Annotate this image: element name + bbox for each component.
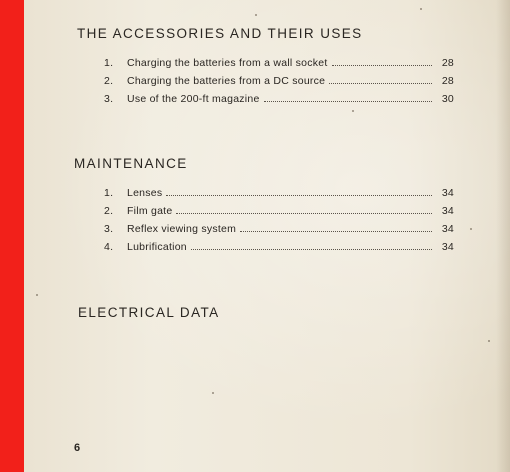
paper-speck bbox=[212, 392, 214, 394]
toc-entry[interactable] bbox=[104, 202, 454, 220]
entry-page-number: 34 bbox=[441, 187, 454, 199]
page-number: 6 bbox=[74, 442, 81, 454]
page-gutter-shadow bbox=[496, 0, 510, 472]
paper-speck bbox=[36, 294, 38, 296]
section-heading-electrical-data: ELECTRICAL DATA bbox=[78, 305, 220, 320]
entry-number: 3. bbox=[104, 93, 114, 105]
entry-number: 1. bbox=[104, 57, 114, 69]
entry-page-number: 34 bbox=[441, 223, 454, 235]
entry-title: Lenses bbox=[127, 187, 163, 199]
dot-leader bbox=[191, 248, 432, 250]
dot-leader bbox=[329, 82, 432, 84]
dot-leader bbox=[332, 64, 432, 66]
toc-entry[interactable] bbox=[104, 72, 454, 90]
entry-title: Charging the batteries from a DC source bbox=[127, 75, 326, 87]
dot-leader bbox=[166, 194, 432, 196]
entry-title: Use of the 200-ft magazine bbox=[127, 93, 260, 105]
entry-number: 1. bbox=[104, 187, 114, 199]
dot-leader bbox=[264, 100, 432, 102]
entry-number: 2. bbox=[104, 205, 114, 217]
paper-speck bbox=[470, 228, 472, 230]
dot-leader bbox=[176, 212, 432, 214]
toc-entry[interactable] bbox=[104, 238, 454, 256]
paper-speck bbox=[488, 340, 490, 342]
entry-title: Reflex viewing system bbox=[127, 223, 237, 235]
toc-entry[interactable] bbox=[104, 90, 454, 108]
paper-speck bbox=[352, 110, 354, 112]
entry-page-number: 34 bbox=[441, 205, 454, 217]
entry-number: 3. bbox=[104, 223, 114, 235]
paper-speck bbox=[420, 8, 422, 10]
section-heading-maintenance: MAINTENANCE bbox=[74, 156, 188, 171]
entry-page-number: 28 bbox=[441, 57, 454, 69]
red-edge-band bbox=[0, 0, 24, 472]
section-heading-accessories: THE ACCESSORIES AND THEIR USES bbox=[77, 26, 363, 41]
toc-list-maintenance bbox=[104, 184, 454, 256]
toc-entry[interactable] bbox=[104, 220, 454, 238]
toc-list-accessories bbox=[104, 54, 454, 108]
entry-title: Film gate bbox=[127, 205, 173, 217]
entry-number: 2. bbox=[104, 75, 114, 87]
entry-number: 4. bbox=[104, 241, 114, 253]
entry-title: Lubrification bbox=[127, 241, 187, 253]
paper-speck bbox=[255, 14, 257, 16]
dot-leader bbox=[240, 230, 432, 232]
toc-entry[interactable] bbox=[104, 54, 454, 72]
entry-page-number: 30 bbox=[441, 93, 454, 105]
toc-entry[interactable] bbox=[104, 184, 454, 202]
entry-title: Charging the batteries from a wall socket bbox=[127, 57, 328, 69]
entry-page-number: 28 bbox=[441, 75, 454, 87]
entry-page-number: 34 bbox=[441, 241, 454, 253]
